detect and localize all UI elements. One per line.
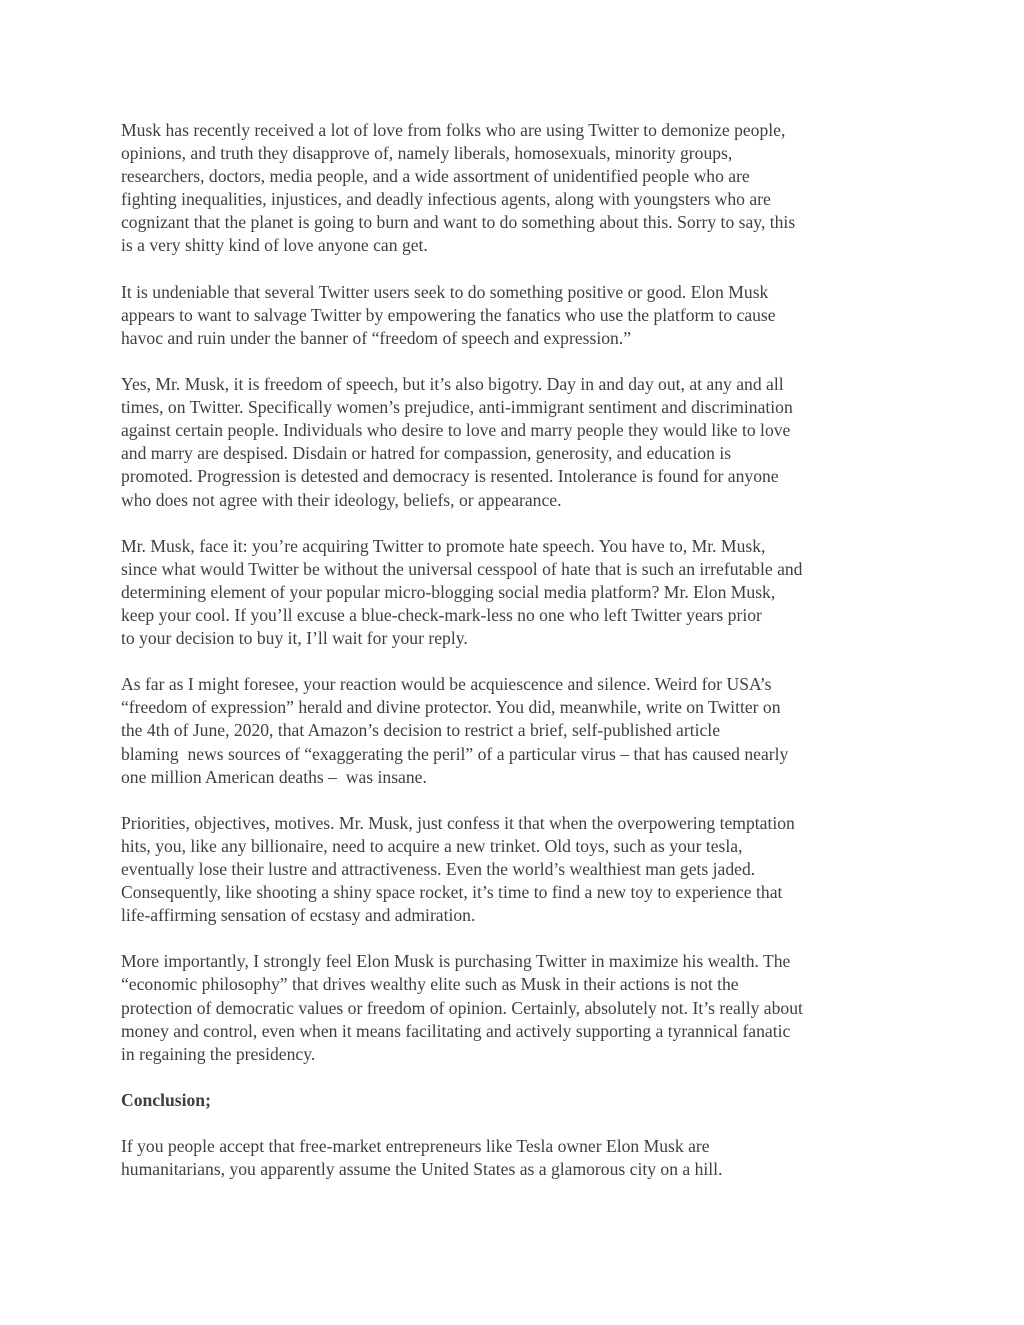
text-line: keep your cool. If you’ll excuse a blue-check-mark-less no one who left Twitter years prior — [121, 604, 762, 625]
text-line: fighting inequalities, injustices, and deadly infectious agents, along with youngsters who are — [121, 189, 771, 210]
paragraph — [121, 281, 921, 350]
paragraph — [121, 950, 921, 1065]
paragraph — [121, 373, 921, 512]
text-line: researchers, doctors, media people, and a wide assortment of unidentified people who are — [121, 166, 750, 187]
text-line: It is undeniable that several Twitter users seek to do something positive or good. Elon Musk — [121, 281, 769, 302]
text-line: appears to want to salvage Twitter by empowering the fanatics who use the platform to cause — [121, 304, 776, 325]
text-line: since what would Twitter be without the universal cesspool of hate that is such an irrefutable and — [121, 558, 803, 579]
text-line: Conclusion; — [121, 1089, 211, 1110]
document-body — [121, 119, 921, 1204]
paragraph — [121, 535, 921, 650]
text-line: one million American deaths – was insane. — [121, 766, 427, 787]
text-line: “freedom of expression” herald and divine protector. You did, meanwhile, write on Twitter on — [121, 697, 781, 718]
text-line: havoc and ruin under the banner of “freedom of speech and expression.” — [121, 327, 632, 348]
text-line: eventually lose their lustre and attractiveness. Even the world’s wealthiest man gets jaded. — [121, 859, 756, 879]
text-line: money and control, even when it means facilitating and actively supporting a tyrannical fanatic — [121, 1020, 791, 1041]
text-line: against certain people. Individuals who desire to love and marry people they would like to love — [121, 420, 791, 441]
text-line: Priorities, objectives, motives. Mr. Musk, just confess it that when the overpowering temptation — [121, 812, 795, 833]
paragraph — [121, 812, 921, 927]
text-line: determining element of your popular micro-blogging social media platform? Mr. Elon Musk, — [121, 581, 776, 602]
text-line: “economic philosophy” that drives wealthy elite such as Musk in their actions is not the — [121, 974, 739, 995]
section-heading — [121, 1089, 921, 1112]
text-line: life-affirming sensation of ecstasy and admiration. — [121, 905, 476, 926]
text-line: hits, you, like any billionaire, need to acquire a new trinket. Old toys, such as your tesla, — [121, 835, 743, 856]
paragraph — [121, 673, 921, 788]
text-line: Musk has recently received a lot of love from folks who are using Twitter to demonize people, — [121, 120, 786, 140]
text-line: As far as I might foresee, your reaction would be acquiescence and silence. Weird for USA’s — [121, 674, 772, 695]
text-line: who does not agree with their ideology, beliefs, or appearance. — [121, 489, 562, 510]
text-line: opinions, and truth they disapprove of, namely liberals, homosexuals, minority groups, — [121, 143, 733, 164]
text-line: promoted. Progression is detested and democracy is resented. Intolerance is found for anyone — [121, 466, 779, 487]
paragraph — [121, 119, 921, 258]
text-line: humanitarians, you apparently assume the United States as a glamorous city on a hill. — [121, 1159, 723, 1180]
text-line: If you people accept that free-market entrepreneurs like Tesla owner Elon Musk are — [121, 1136, 710, 1157]
text-line: cognizant that the planet is going to burn and want to do something about this. Sorry to say, this — [121, 212, 796, 233]
text-line: More importantly, I strongly feel Elon Musk is purchasing Twitter in maximize his wealth. The — [121, 951, 791, 972]
paragraph — [121, 1135, 921, 1181]
text-line: blaming news sources of “exaggerating the peril” of a particular virus – that has caused nearly — [121, 743, 789, 764]
text-line: Mr. Musk, face it: you’re acquiring Twitter to promote hate speech. You have to, Mr. Musk, — [121, 535, 766, 556]
text-line: protection of democratic values or freedom of opinion. Certainly, absolutely not. It’s really about — [121, 997, 803, 1018]
text-line: the 4th of June, 2020, that Amazon’s decision to restrict a brief, self-published article — [121, 720, 721, 741]
text-line: Yes, Mr. Musk, it is freedom of speech, but it’s also bigotry. Day in and day out, at any and all — [121, 374, 784, 395]
text-line: Consequently, like shooting a shiny space rocket, it’s time to find a new toy to experience that — [121, 882, 783, 903]
text-line: times, on Twitter. Specifically women’s prejudice, anti-immigrant sentiment and discrimination — [121, 397, 793, 418]
text-line: to your decision to buy it, I’ll wait for your reply. — [121, 628, 468, 649]
text-line: is a very shitty kind of love anyone can get. — [121, 235, 428, 256]
text-line: and marry are despised. Disdain or hatred for compassion, generosity, and education is — [121, 443, 732, 464]
text-line: in regaining the presidency. — [121, 1043, 316, 1064]
